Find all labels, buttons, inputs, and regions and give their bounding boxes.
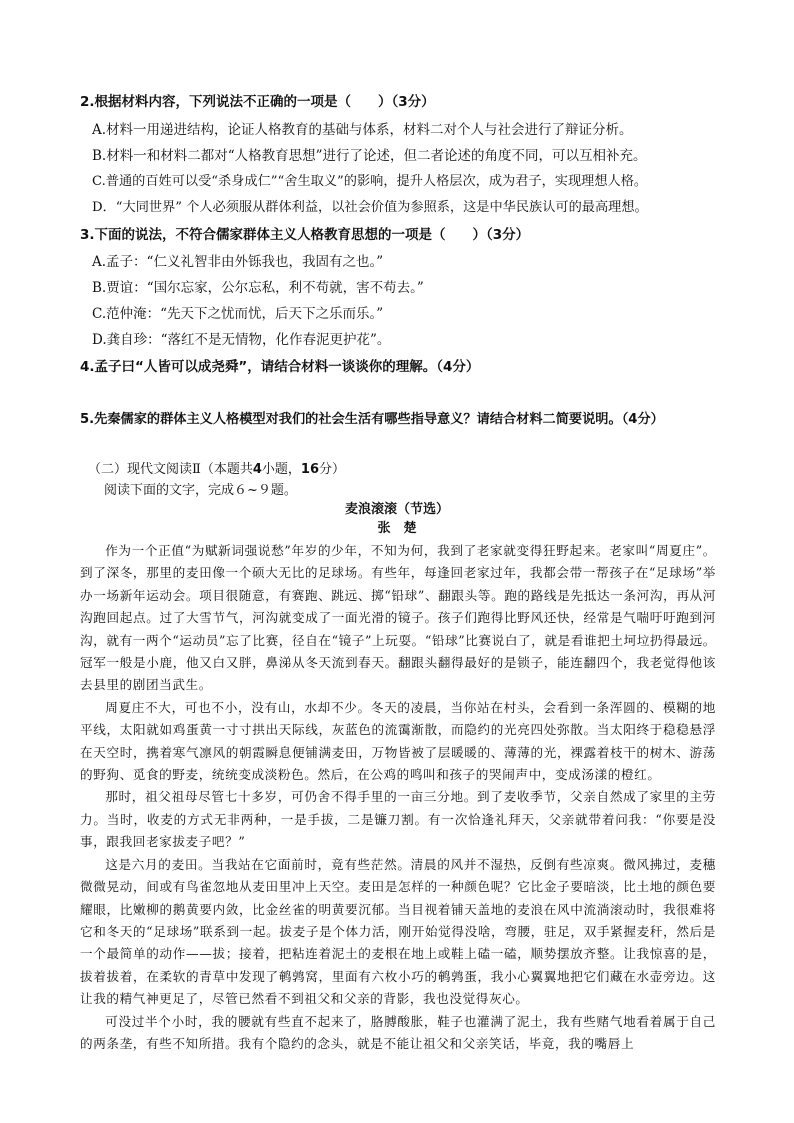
article-paragraph: 可没过半个小时，我的腰就有些直不起来了，胳膊酸胀，鞋子也灌满了泥土，我有些赌气地看着属于自己的两条垄，有些不知所措。我有个隐约的念头，就是不能让祖父和父亲笑话，毕竟，我的嘴唇上 bbox=[80, 1013, 716, 1051]
article-paragraph: 这是六月的麦田。当我站在它面前时，竟有些茫然。清晨的风并不湿热，反倒有些凉爽。微风拂过，麦穗微微晃动，间或有鸟雀忽地从麦田里冲上天空。麦田是怎样的一种颜色呢？它比金子要暗淡，比土地的颜色要耀眼，比嫩柳的鹅黄要内敛，比金丝雀的明黄要沉郁。当目视着铺天盖地的麦浪在风中流淌滚动时，我很难将它和冬天的“足球场”联系到一起。拔麦子是个体力活，刚开始觉得没啥，弯腰，驻足，双手紧握麦秆，然后是一个最简单的动作——拔；接着，把粘连着泥土的麦根在地上或鞋上磕一磕，顺势摆放齐整。让我惊喜的是，拔着拔着，在柔软的青草中发现了鹌鹑窝，里面有六枚小巧的鹌鹑蛋，我小心翼翼地把它们藏在水壶旁边。这让我的精气神更足了，尽管已然看不到祖父和父亲的背影，我也没觉得灰心。 bbox=[80, 856, 716, 1007]
section-heading bbox=[88, 460, 345, 480]
article-body bbox=[80, 540, 716, 1055]
question-2-option-d: D．“大同世界” 个人必须服从群体利益，以社会价值为参照系，这是中华民族认可的最高理想。 bbox=[92, 200, 648, 215]
article-paragraph: 作为一个正值“为赋新词强说愁”年岁的少年，不知为何，我到了老家就变得狂野起来。老家叫“周夏庄”。到了深冬，那里的麦田像一个硕大无比的足球场。有些年，每逢回老家过年，我都会带一帮孩子在“足球场”举办一场新年运动会。项目很随意，有赛跑、跳远、掷“铅球”、翻跟头等。跑的路线是先抵达一条河沟，再从河沟跑回起点。过了大雪节气，河沟就变成了一面光滑的镜子。孩子们跑得比野风还快，经常是气喘吁吁跑到河沟，就有一两个“运动员”忘了比赛，径自在“镜子”上玩耍。“铅球”比赛说白了，就是看谁把土坷垃扔得最远。冠军一般是小鹿，他又白又胖，鼻涕从冬天流到春天。翻跟头翻得最好的是锁子，能连翻四个，我老觉得他该去县里的剧团当武生。 bbox=[80, 543, 716, 693]
question-3-option-c: C.范仲淹：“先天下之忧而忧，后天下之乐而乐。” bbox=[92, 306, 384, 322]
question-4-stem: 4.孟子曰“人皆可以成尧舜”，请结合材料一谈谈你的理解。（4分） bbox=[80, 359, 480, 375]
section-score: 16 bbox=[300, 462, 319, 477]
question-3-stem: 3.下面的说法，不符合儒家群体主义人格教育思想的一项是（ ）（3分） bbox=[80, 227, 530, 243]
article-paragraph: 那时，祖父祖母尽管七十多岁，可仍舍不得手里的一亩三分地。到了麦收季节，父亲自然成了家里的主劳力。当时，收麦的方式无非两种，一是手拔，二是镰刀割。有一次恰逢礼拜天，父亲就带着问我：“你要是没事，跟我回老家拔麦子吧？” bbox=[80, 789, 716, 850]
article-title: 麦浪滚滚（节选） bbox=[344, 502, 449, 517]
section-heading-prefix: （二）现代文阅读Ⅱ（本题共 bbox=[88, 462, 253, 477]
question-3-option-a: A.孟子：“仁义礼智非由外铄我也，我固有之也。” bbox=[92, 254, 384, 270]
question-3-option-d: D.龚自珍：“落红不是无情物，化作春泥更护花”。 bbox=[92, 332, 391, 348]
question-2-stem: 2.根据材料内容，下列说法不正确的一项是（ ）（3分） bbox=[80, 94, 435, 110]
section-heading-mid: 小题， bbox=[261, 462, 301, 477]
section-heading-suffix: 分） bbox=[319, 462, 346, 477]
section-instruction: 阅读下面的文字，完成６~９题。 bbox=[104, 483, 297, 498]
article-paragraph: 周夏庄不大，可也不小，没有山，水却不少。冬天的凌晨，当你站在村头，会看到一条浑圆的、模糊的地平线，太阳就如鸡蛋黄一寸寸拱出天际线，灰蓝色的流霭渐散，而隐约的光亮四处弥散。当太阳终于稳稳悬浮在天空时，携着寒气凛风的朝霞瞬息便铺满麦田，万物皆被了层暖暖的、薄薄的光，裸露着枝干的树木、游荡的野狗、觅食的野麦，统统变成淡粉色。然后，在公鸡的鸣叫和孩子的哭闹声中，变成汤漾的橙红。 bbox=[80, 699, 716, 783]
article-author: 张 楚 bbox=[377, 521, 417, 536]
section-question-count: 4 bbox=[252, 462, 262, 477]
question-3-option-b: B.贾谊：“国尔忘家，公尔忘私，利不苟就，害不苟去。” bbox=[92, 280, 424, 296]
question-2-option-b: B.材料一和材料二都对“人格教育思想”进行了论述，但二者论述的角度不同，可以互相补充。 bbox=[92, 148, 647, 164]
question-2-option-a: A.材料一用递进结构，论证人格教育的基础与体系，材料二对个人与社会进行了辩证分析。 bbox=[92, 122, 633, 138]
question-5-stem: 5.先秦儒家的群体主义人格模型对我们的社会生活有哪些指导意义？请结合材料二简要说明。（4分） bbox=[80, 412, 664, 427]
question-2-option-c: C.普通的百姓可以受“杀身成仁”“舍生取义”的影响，提升人格层次，成为君子，实现理想人格。 bbox=[92, 174, 648, 189]
